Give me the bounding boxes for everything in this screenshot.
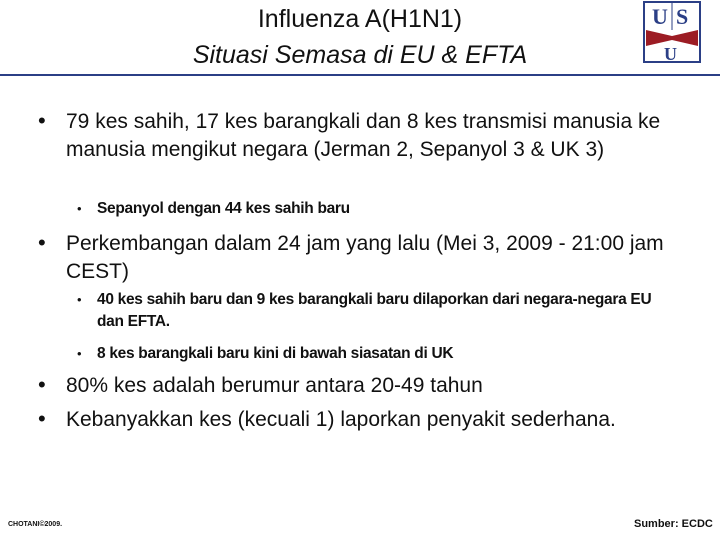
bullet-dot: • bbox=[38, 108, 46, 133]
sub-bullet-3: 8 kes barangkali baru kini di bawah siasatan di UK bbox=[97, 345, 454, 362]
svg-text:U: U bbox=[664, 44, 677, 64]
sub-bullet-2: 40 kes sahih baru dan 9 kes barangkali baru dilaporkan dari negara-negara EU dan EFTA. bbox=[97, 291, 652, 330]
bullet-4: Kebanyakkan kes (kecuali 1) laporkan penyakit sederhana. bbox=[66, 408, 616, 431]
sub-bullet-dot: • bbox=[77, 346, 82, 361]
footer-source: Sumber: ECDC bbox=[634, 518, 713, 530]
university-shield-logo bbox=[642, 0, 702, 68]
sub-bullet-1: Sepanyol dengan 44 kes sahih baru bbox=[97, 200, 350, 217]
slide-title-line2: Situasi Semasa di EU & EFTA bbox=[192, 41, 528, 69]
bullet-3: 80% kes adalah berumur antara 20-49 tahun bbox=[66, 374, 483, 397]
bullet-dot: • bbox=[38, 406, 46, 431]
bullet-1: 79 kes sahih, 17 kes barangkali dan 8 kes transmisi manusia ke manusia mengikut negara (Jerman 2, Sepanyol 3 & UK 3) bbox=[66, 110, 661, 161]
footer-copyright: CHOTANI©2009. bbox=[8, 521, 63, 528]
bullet-dot: • bbox=[38, 230, 46, 255]
bullet-dot: • bbox=[38, 372, 46, 397]
title-underline bbox=[0, 74, 720, 76]
sub-bullet-dot: • bbox=[77, 201, 82, 216]
slide-title-line1: Influenza A(H1N1) bbox=[257, 5, 463, 33]
svg-text:S: S bbox=[676, 4, 689, 29]
sub-bullet-dot: • bbox=[77, 292, 82, 307]
svg-text:U: U bbox=[652, 4, 668, 29]
bullet-2: Perkembangan dalam 24 jam yang lalu (Mei 3, 2009 - 21:00 jam CEST) bbox=[66, 232, 664, 283]
